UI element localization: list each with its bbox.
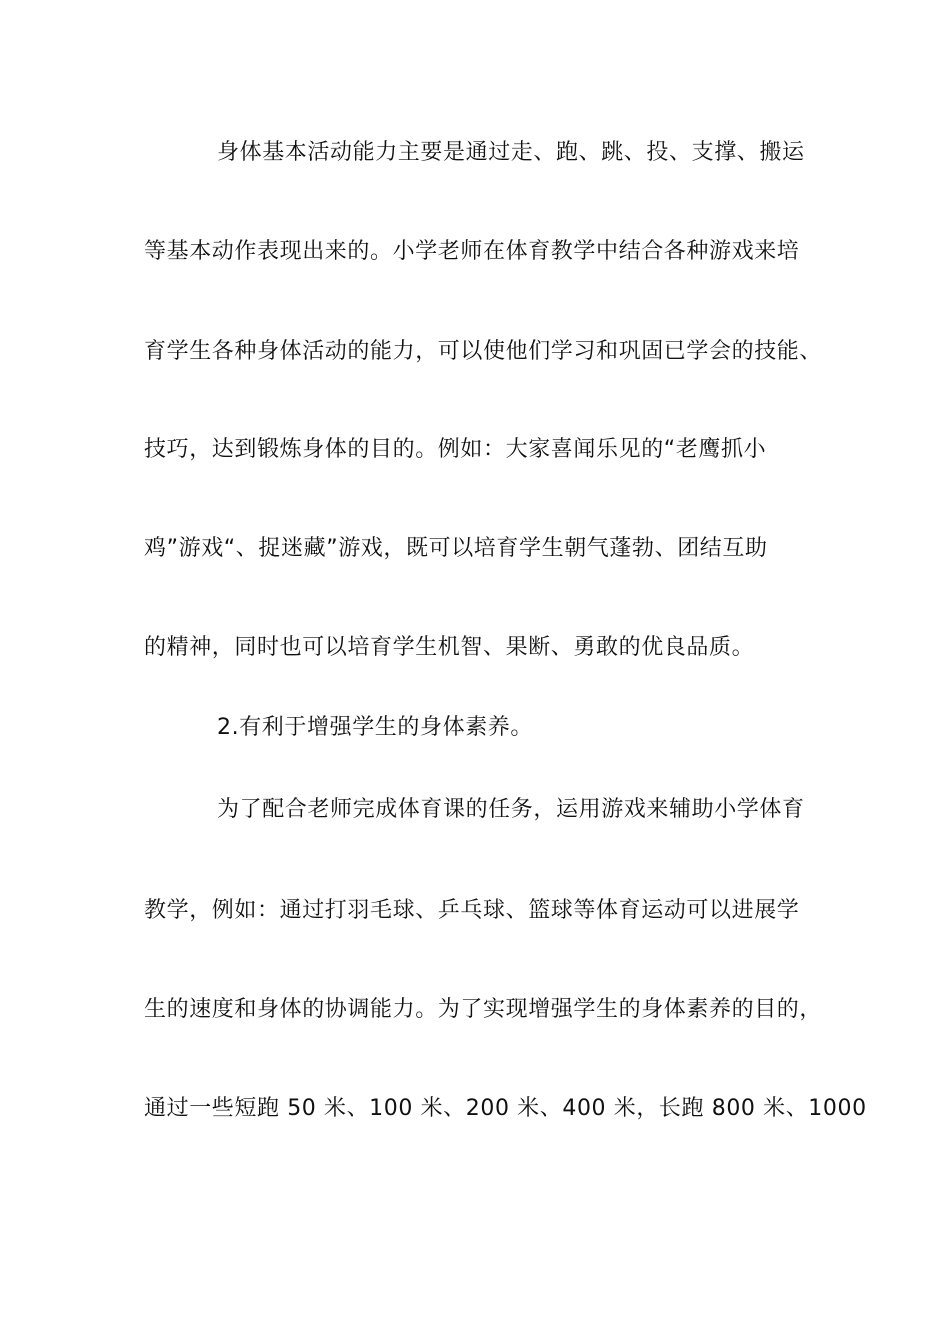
paragraph-line: 为了配合老师完成体育课的任务，运用游戏来辅助小学体育: [217, 797, 805, 822]
paragraph-line: 鸡”游戏“、捉迷藏”游戏，既可以培育学生朝气蓬勃、团结互助: [144, 536, 768, 561]
paragraph-line: 身体基本活动能力主要是通过走、跑、跳、投、支撑、搬运: [217, 140, 805, 165]
section-heading: 2.有利于增强学生的身体素养。: [217, 715, 533, 740]
paragraph-line: 的精神，同时也可以培育学生机智、果断、勇敢的优良品质。: [144, 635, 755, 660]
paragraph-line: 生的速度和身体的协调能力。为了实现增强学生的身体素养的目的，: [144, 997, 823, 1022]
paragraph-line: 育学生各种身体活动的能力，可以使他们学习和巩固已学会的技能、: [144, 339, 823, 364]
paragraph-line: 通过一些短跑 50 米、100 米、200 米、400 米，长跑 800 米、1000: [144, 1096, 867, 1121]
paragraph-line: 教学，例如：通过打羽毛球、乒乓球、篮球等体育运动可以进展学: [144, 898, 800, 923]
paragraph-line: 技巧，达到锻炼身体的目的。例如：大家喜闻乐见的“老鹰抓小: [144, 437, 767, 462]
paragraph-line: 等基本动作表现出来的。小学老师在体育教学中结合各种游戏来培: [144, 239, 800, 264]
